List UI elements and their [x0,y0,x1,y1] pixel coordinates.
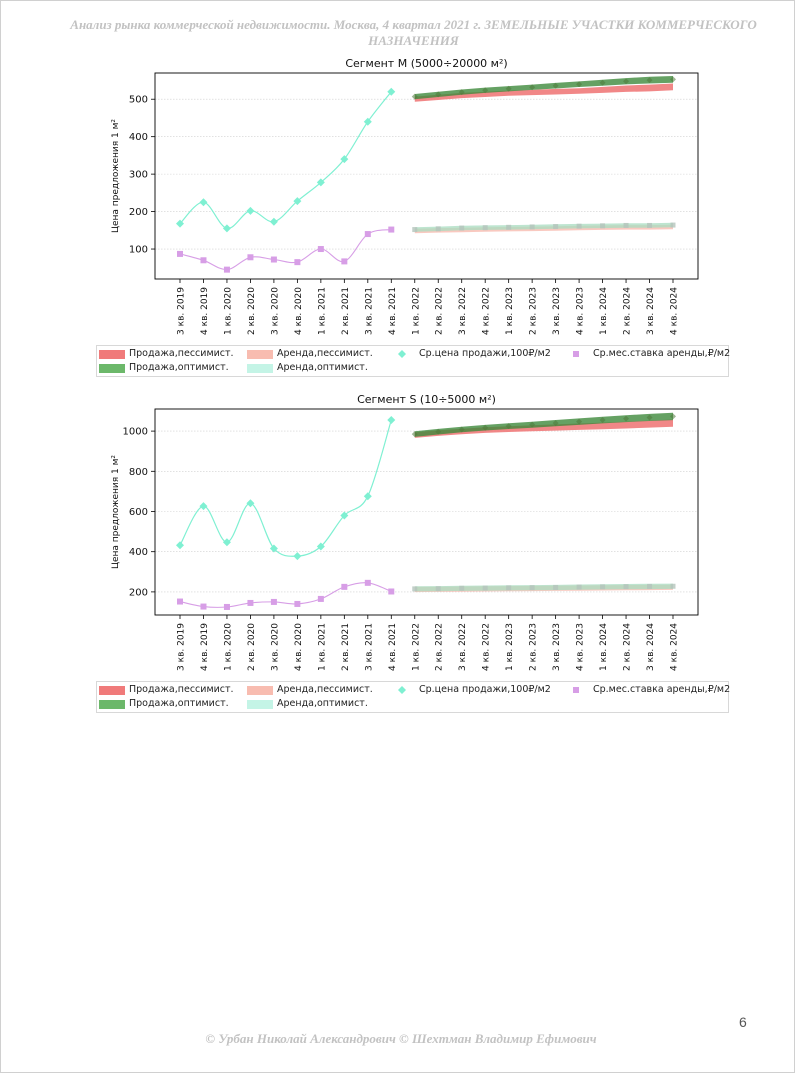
x-tick-label: 3 кв. 2023 [552,287,563,335]
rent-rate-point [294,259,300,265]
x-tick-label: 4 кв. 2020 [293,287,304,335]
rent-forecast-point [577,585,582,590]
x-tick-label: 1 кв. 2022 [411,287,422,335]
x-tick-label: 4 кв. 2020 [293,623,304,671]
y-tick-label: 800 [128,466,148,478]
x-tick-label: 4 кв. 2023 [575,287,586,335]
rent-forecast-point [647,223,652,228]
x-tick-label: 4 кв. 2019 [199,287,210,335]
rent-forecast-point [624,584,629,589]
chart-title: Сегмент M (5000÷20000 м²) [345,57,508,70]
legend-item-rent-rate: Ср.мес.ставка аренды,₽/м2 [563,684,730,696]
x-tick-label: 4 кв. 2022 [481,623,492,671]
x-tick-label: 4 кв. 2024 [669,623,680,671]
legend-item-sale-price: Ср.цена продажи,100₽/м2 [389,684,551,696]
x-tick-label: 1 кв. 2024 [599,623,610,671]
x-tick-label: 3 кв. 2021 [364,623,375,671]
rent-forecast-point [553,585,558,590]
legend-item-sale-opt: Продажа,оптимист. [99,362,229,374]
page-footer: © Урбан Николай Александрович © Шехтман Владимир Ефимович [205,1031,597,1046]
rent-forecast-point [553,224,558,229]
legend-item-rent-pess: Аренда,пессимист. [247,348,373,360]
page-header: Анализ рынка коммерческой недвижимости. Москва, 4 квартал 2021 г. ЗЕМЕЛЬНЫЕ УЧАСТКИ КОММЕРЧЕСКОГО НАЗНАЧЕНИЯ [70,17,757,48]
x-tick-label: 2 кв. 2024 [622,287,633,335]
rent-rate-point [271,599,277,605]
rent-rate-point [224,604,230,610]
chart-title: Сегмент S (10÷5000 м²) [357,393,496,406]
y-tick-label: 200 [128,587,148,599]
legend-item-sale-pess: Продажа,пессимист. [99,348,234,360]
rent-forecast-point [506,585,511,590]
y-tick-label: 500 [128,94,148,106]
plot-area [155,409,698,615]
chart-segment-s [1,387,795,717]
y-tick-label: 400 [128,132,148,144]
rent-forecast-point [436,226,441,231]
x-tick-label: 3 кв. 2022 [458,623,469,671]
x-tick-label: 4 кв. 2022 [481,287,492,335]
y-tick-label: 100 [128,244,148,256]
rent-forecast-point [483,225,488,230]
plot-area [155,73,698,279]
rent-rate-point [247,600,253,606]
x-tick-label: 1 кв. 2023 [505,287,516,335]
rent-forecast-point [671,223,676,228]
x-tick-label: 1 кв. 2023 [505,623,516,671]
rent-forecast-point [530,585,535,590]
rent-rate-point [224,267,230,273]
legend-item-rent-pess: Аренда,пессимист. [247,684,373,696]
x-tick-label: 3 кв. 2021 [364,287,375,335]
x-tick-label: 1 кв. 2021 [317,287,328,335]
rent-rate-point [177,599,183,605]
y-axis-label: Цена предложения 1 м² [111,454,121,570]
legend-item-rent-opt: Аренда,оптимист. [247,698,368,710]
y-tick-label: 200 [128,207,148,219]
rent-rate-point [318,246,324,252]
y-tick-label: 1000 [122,426,148,438]
rent-forecast-point [412,227,417,232]
rent-rate-point [247,254,253,260]
x-tick-label: 3 кв. 2020 [270,287,281,335]
x-tick-label: 2 кв. 2023 [528,287,539,335]
rent-rate-point [388,588,394,594]
legend-segment-s [96,681,729,713]
x-tick-label: 4 кв. 2019 [199,623,210,671]
x-tick-label: 3 кв. 2024 [646,623,657,671]
x-tick-label: 2 кв. 2022 [434,623,445,671]
legend-item-rent-rate: Ср.мес.ставка аренды,₽/м2 [563,348,730,360]
rent-rate-point [365,231,371,237]
rent-forecast-point [459,226,464,231]
x-tick-label: 1 кв. 2020 [223,287,234,335]
x-tick-label: 4 кв. 2021 [387,287,398,335]
chart-svg [1,51,795,341]
chart-svg [1,387,795,677]
rent-rate-point [318,596,324,602]
y-axis-label: Цена предложения 1 м² [111,118,121,234]
rent-rate-point [200,257,206,263]
y-tick-label: 600 [128,506,148,518]
x-tick-label: 2 кв. 2020 [246,623,257,671]
legend-segment-m [96,345,729,377]
x-tick-label: 1 кв. 2024 [599,287,610,335]
x-tick-label: 2 кв. 2024 [622,623,633,671]
rent-forecast-point [506,225,511,230]
x-tick-label: 2 кв. 2022 [434,287,445,335]
rent-forecast-point [436,586,441,591]
rent-forecast-point [624,223,629,228]
rent-forecast-point [483,586,488,591]
x-tick-label: 3 кв. 2023 [552,623,563,671]
x-tick-label: 2 кв. 2021 [340,623,351,671]
rent-forecast-point [600,584,605,589]
y-tick-label: 300 [128,169,148,181]
x-tick-label: 1 кв. 2020 [223,623,234,671]
x-tick-label: 3 кв. 2020 [270,623,281,671]
y-tick-label: 400 [128,547,148,559]
x-tick-label: 2 кв. 2021 [340,287,351,335]
rent-forecast-point [671,584,676,589]
x-tick-label: 3 кв. 2019 [176,623,187,671]
x-tick-label: 3 кв. 2022 [458,287,469,335]
rent-rate-point [388,227,394,233]
x-tick-label: 1 кв. 2021 [317,623,328,671]
rent-rate-point [341,258,347,264]
x-tick-label: 2 кв. 2023 [528,623,539,671]
rent-rate-point [365,580,371,586]
rent-rate-point [177,251,183,257]
x-tick-label: 3 кв. 2024 [646,287,657,335]
x-tick-label: 2 кв. 2020 [246,287,257,335]
rent-rate-point [271,257,277,263]
x-tick-label: 4 кв. 2021 [387,623,398,671]
legend-item-rent-opt: Аренда,оптимист. [247,362,368,374]
x-tick-label: 4 кв. 2024 [669,287,680,335]
legend-item-sale-pess: Продажа,пессимист. [99,684,234,696]
legend-item-sale-price: Ср.цена продажи,100₽/м2 [389,348,551,360]
x-tick-label: 1 кв. 2022 [411,623,422,671]
x-tick-label: 4 кв. 2023 [575,623,586,671]
rent-forecast-point [530,224,535,229]
chart-segment-m [1,51,795,381]
rent-rate-point [200,604,206,610]
rent-forecast-point [577,224,582,229]
page-number: 6 [739,1014,747,1030]
rent-forecast-point [412,586,417,591]
x-tick-label: 3 кв. 2019 [176,287,187,335]
rent-rate-point [341,584,347,590]
rent-forecast-point [600,223,605,228]
rent-rate-point [294,601,300,607]
rent-forecast-point [647,584,652,589]
rent-forecast-point [459,586,464,591]
legend-item-sale-opt: Продажа,оптимист. [99,698,229,710]
